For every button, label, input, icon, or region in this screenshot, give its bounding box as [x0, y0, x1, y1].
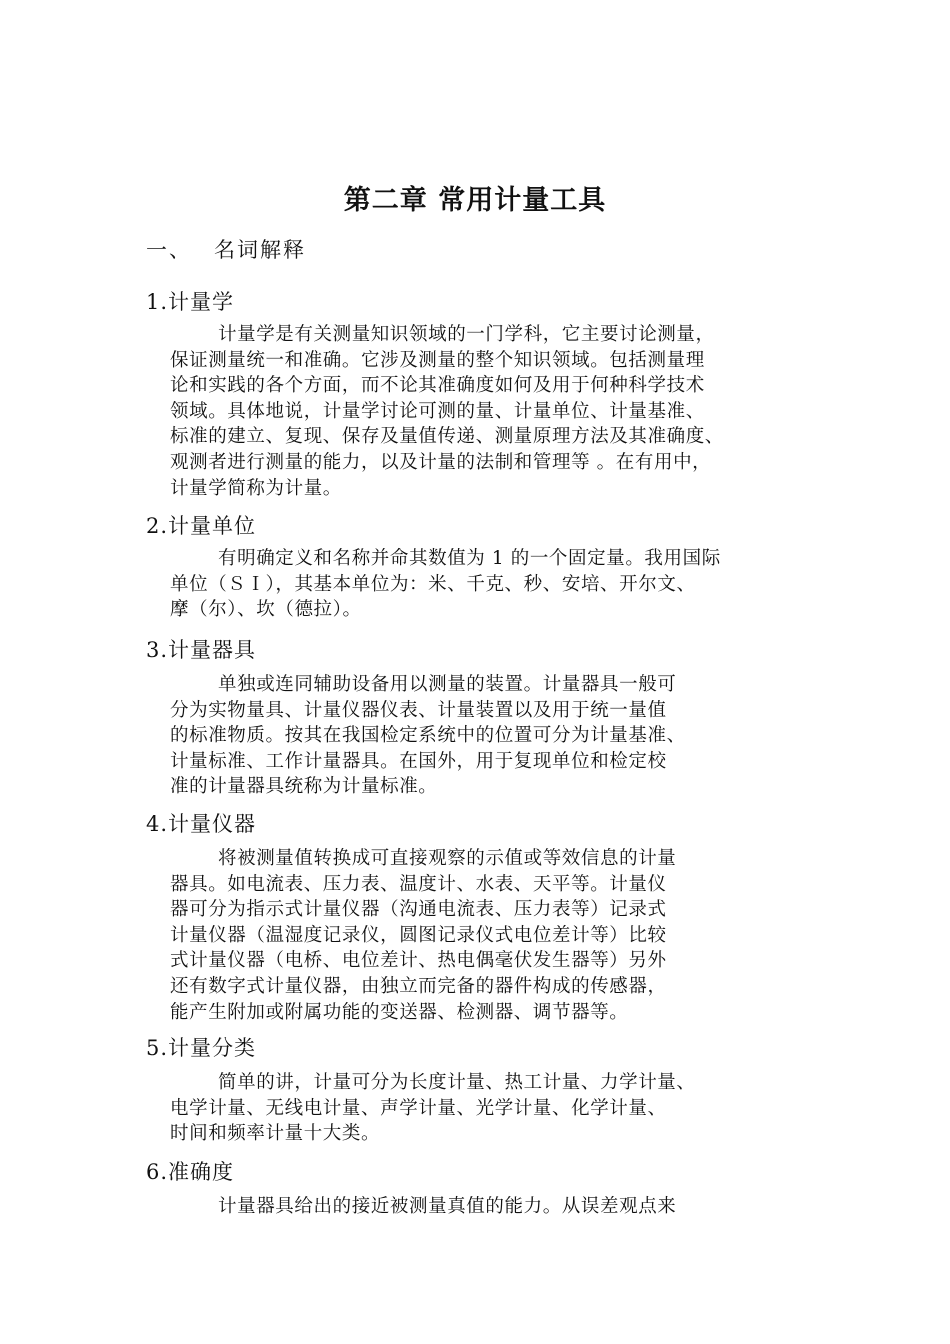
paragraph-line: 摩（尔）、坎（德拉）。 — [170, 599, 362, 621]
section-label: 名词解释 — [214, 238, 306, 262]
paragraph-line: 标准的建立、复现、保存及量值传递、测量原理方法及其准确度、 — [170, 426, 724, 448]
paragraph-line: 计量学简称为计量。 — [170, 477, 342, 499]
term-title-accuracy: 6.准确度 — [146, 1160, 235, 1184]
paragraph-line: 分为实物量具、计量仪器仪表、计量装置以及用于统一量值 — [170, 699, 667, 721]
paragraph-line: 器可分为指示式计量仪器（沟通电流表、压力表等）记录式 — [170, 899, 667, 921]
term-definition-instrument — [170, 672, 686, 800]
page-title: 第二章 常用计量工具 — [343, 185, 607, 216]
term-title-metrology: 1.计量学 — [146, 290, 235, 314]
paragraph-line: 保证测量统一和准确。它涉及测量的整个知识领域。包括测量理 — [170, 349, 705, 371]
section-number: 一、 — [146, 238, 192, 262]
paragraph-line: 计量器具给出的接近被测量真值的能力。从误差观点来 — [218, 1196, 677, 1217]
term-definition-classification — [170, 1070, 696, 1147]
term-title-meter: 4.计量仪器 — [146, 812, 257, 836]
paragraph-line: 观测者进行测量的能力，以及计量的法制和管理等 。在有用中， — [170, 451, 712, 473]
paragraph-line: 电学计量、无线电计量、声学计量、光学计量、化学计量、 — [170, 1097, 667, 1119]
paragraph-line: 将被测量值转换成可直接观察的示值或等效信息的计量 — [218, 848, 677, 869]
paragraph-line: 式计量仪器（电桥、电位差计、热电偶毫伏发生器等）另外 — [170, 950, 667, 972]
term-title-instrument: 3.计量器具 — [146, 638, 257, 662]
paragraph-line: 器具。如电流表、压力表、温度计、水表、天平等。计量仪 — [170, 873, 667, 895]
paragraph-line: 计量仪器（温湿度记录仪，圆图记录仪式电位差计等）比较 — [170, 924, 667, 946]
term-definition-metrology — [170, 322, 724, 501]
term-definition-meter — [170, 846, 676, 1025]
term-definition-accuracy — [170, 1194, 676, 1220]
term-title-classification: 5.计量分类 — [146, 1036, 257, 1060]
paragraph-line: 能产生附加或附属功能的变送器、检测器、调节器等。 — [170, 1001, 629, 1023]
term-definition-unit — [170, 546, 721, 623]
paragraph-line: 单独或连同辅助设备用以测量的装置。计量器具一般可 — [218, 674, 677, 695]
paragraph-line: 领域。具体地说，计量学讨论可测的量、计量单位、计量基准、 — [170, 400, 705, 422]
term-title-unit: 2.计量单位 — [146, 514, 257, 538]
paragraph-line: 还有数字式计量仪器，由独立而完备的器件构成的传感器， — [170, 975, 667, 997]
paragraph-line: 的标准物质。按其在我国检定系统中的位置可分为计量基准、 — [170, 725, 686, 747]
paragraph-line: 论和实践的各个方面，而不论其准确度如何及用于何种科学技术 — [170, 375, 705, 397]
paragraph-line: 有明确定义和名称并命其数值为 1 的一个固定量。我用国际 — [218, 548, 721, 569]
paragraph-line: 计量学是有关测量知识领域的一门学科，它主要讨论测量， — [218, 324, 715, 345]
paragraph-line: 单位（ＳＩ），其基本单位为：米、千克、秒、安培、开尔文、 — [170, 573, 696, 595]
section-heading — [146, 234, 306, 264]
paragraph-line: 准的计量器具统称为计量标准。 — [170, 776, 438, 798]
paragraph-line: 时间和频率计量十大类。 — [170, 1123, 381, 1145]
paragraph-line: 计量标准、工作计量器具。在国外，用于复现单位和检定校 — [170, 750, 667, 772]
paragraph-line: 简单的讲，计量可分为长度计量、热工计量、力学计量、 — [218, 1072, 696, 1093]
